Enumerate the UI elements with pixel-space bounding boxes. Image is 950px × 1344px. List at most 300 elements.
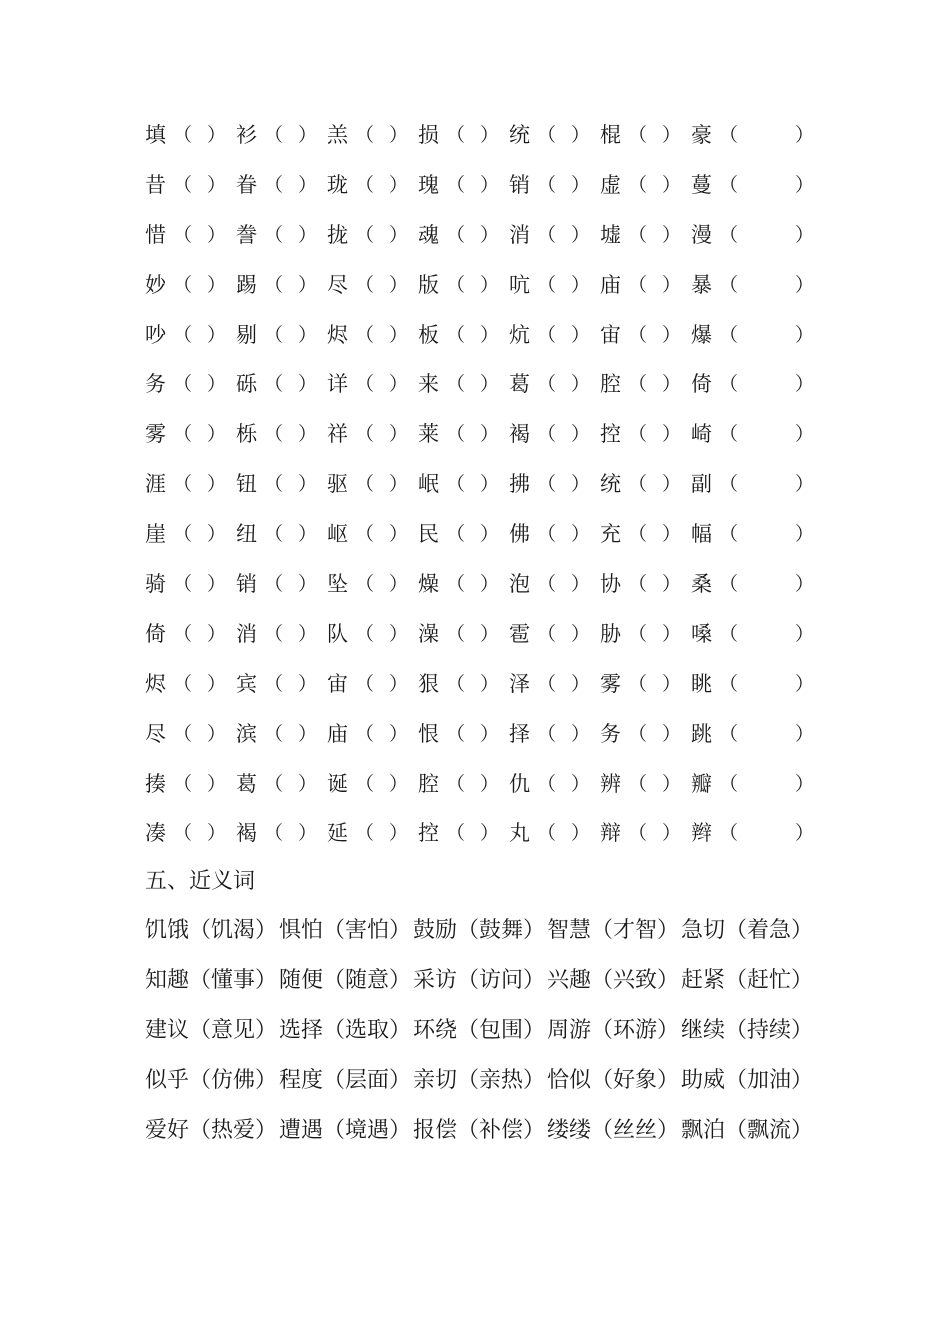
blank-open-paren: （ (264, 173, 284, 196)
blank-open-paren: （ (628, 373, 648, 396)
synonym-row (145, 1056, 825, 1106)
character: 销 (509, 172, 530, 197)
grid-row (0, 659, 950, 709)
blank-close-paren: ） (389, 423, 409, 446)
blank-close-paren: ） (480, 473, 500, 496)
blank-open-paren: （ (628, 622, 648, 645)
character: 副 (691, 472, 712, 497)
blank-close-paren: ） (571, 672, 591, 695)
blank-close-paren: ） (207, 223, 227, 246)
grid-row (0, 459, 950, 509)
blank-open-paren: （ (628, 223, 648, 246)
character: 雾 (600, 671, 621, 696)
blank-close-paren: ） (571, 722, 591, 745)
blank-close-paren: ） (207, 173, 227, 196)
blank-close-paren: ） (795, 672, 815, 695)
character: 蔓 (691, 172, 712, 197)
blank-close-paren: ） (795, 423, 815, 446)
blank-close-paren: ） (571, 772, 591, 795)
character: 墟 (600, 222, 621, 247)
synonym-pair: 亲切（亲热） (413, 1068, 546, 1093)
character: 销 (236, 572, 257, 597)
grid-row (0, 310, 950, 360)
blank-open-paren: （ (264, 523, 284, 546)
blank-open-paren: （ (719, 822, 739, 845)
blank-open-paren: （ (719, 124, 739, 146)
blank-close-paren: ） (795, 772, 815, 795)
character: 宙 (600, 322, 621, 347)
synonym-row (145, 956, 825, 1006)
blank-open-paren: （ (264, 573, 284, 596)
blank-close-paren: ） (571, 822, 591, 845)
character: 辨 (600, 771, 621, 796)
blank-close-paren: ） (662, 622, 682, 645)
blank-close-paren: ） (207, 323, 227, 346)
character: 崎 (691, 422, 712, 447)
character: 版 (418, 272, 439, 297)
blank-open-paren: （ (264, 822, 284, 845)
blank-open-paren: （ (446, 323, 466, 346)
blank-open-paren: （ (628, 173, 648, 196)
character: 填 (145, 123, 166, 147)
synonym-pair: 选择（选取） (279, 1018, 412, 1043)
character-fill-grid (0, 110, 950, 858)
blank-open-paren: （ (719, 672, 739, 695)
character: 延 (327, 821, 348, 846)
blank-close-paren: ） (480, 523, 500, 546)
blank-open-paren: （ (264, 273, 284, 296)
blank-close-paren: ） (795, 822, 815, 845)
character: 拂 (509, 472, 530, 497)
character: 岷 (418, 472, 439, 497)
blank-close-paren: ） (571, 273, 591, 296)
character: 虚 (600, 172, 621, 197)
blank-close-paren: ） (795, 273, 815, 296)
blank-open-paren: （ (446, 124, 466, 146)
character: 尽 (145, 721, 166, 746)
blank-close-paren: ） (571, 622, 591, 645)
blank-open-paren: （ (173, 523, 193, 546)
blank-open-paren: （ (355, 573, 375, 596)
character: 昔 (145, 172, 166, 197)
blank-open-paren: （ (628, 323, 648, 346)
character: 务 (600, 721, 621, 746)
blank-open-paren: （ (628, 273, 648, 296)
blank-open-paren: （ (173, 223, 193, 246)
character: 羔 (327, 123, 348, 147)
blank-close-paren: ） (795, 223, 815, 246)
blank-close-paren: ） (662, 173, 682, 196)
blank-open-paren: （ (355, 672, 375, 695)
blank-open-paren: （ (446, 473, 466, 496)
character: 褐 (509, 422, 530, 447)
synonym-pair: 智慧（才智） (547, 918, 680, 943)
blank-close-paren: ） (662, 373, 682, 396)
character: 滨 (236, 721, 257, 746)
blank-open-paren: （ (173, 822, 193, 845)
blank-close-paren: ） (571, 124, 591, 146)
character: 豪 (691, 123, 712, 147)
blank-open-paren: （ (355, 473, 375, 496)
character: 葛 (509, 372, 530, 397)
synonym-pair: 似乎（仿佛） (145, 1068, 278, 1093)
synonym-pair: 采访（访问） (413, 968, 546, 993)
blank-open-paren: （ (173, 473, 193, 496)
grid-row (0, 709, 950, 759)
blank-close-paren: ） (571, 173, 591, 196)
blank-open-paren: （ (537, 323, 557, 346)
blank-open-paren: （ (264, 323, 284, 346)
blank-close-paren: ） (389, 573, 409, 596)
blank-open-paren: （ (355, 323, 375, 346)
blank-open-paren: （ (173, 173, 193, 196)
character: 眷 (236, 172, 257, 197)
character: 庙 (327, 721, 348, 746)
blank-open-paren: （ (446, 772, 466, 795)
blank-close-paren: ） (207, 573, 227, 596)
blank-open-paren: （ (355, 772, 375, 795)
character: 驱 (327, 472, 348, 497)
blank-close-paren: ） (207, 772, 227, 795)
character: 葛 (236, 771, 257, 796)
character: 岖 (327, 522, 348, 547)
character: 砾 (236, 372, 257, 397)
blank-open-paren: （ (446, 273, 466, 296)
grid-row (0, 759, 950, 809)
blank-close-paren: ） (795, 124, 815, 146)
grid-row (0, 609, 950, 659)
blank-close-paren: ） (207, 273, 227, 296)
character: 恨 (418, 721, 439, 746)
character: 统 (509, 123, 530, 147)
character: 桑 (691, 572, 712, 597)
blank-close-paren: ） (480, 223, 500, 246)
blank-close-paren: ） (389, 323, 409, 346)
character: 瓣 (691, 771, 712, 796)
character: 魂 (418, 222, 439, 247)
character: 誊 (236, 222, 257, 247)
blank-close-paren: ） (298, 173, 318, 196)
character: 泡 (509, 572, 530, 597)
blank-open-paren: （ (537, 223, 557, 246)
synonym-pair: 缕缕（丝丝） (547, 1118, 680, 1143)
grid-row (0, 110, 950, 160)
blank-open-paren: （ (264, 722, 284, 745)
blank-open-paren: （ (537, 473, 557, 496)
blank-open-paren: （ (446, 373, 466, 396)
character: 衫 (236, 123, 257, 147)
character: 烬 (145, 671, 166, 696)
blank-open-paren: （ (446, 223, 466, 246)
blank-close-paren: ） (571, 423, 591, 446)
character: 队 (327, 621, 348, 646)
blank-open-paren: （ (173, 573, 193, 596)
blank-open-paren: （ (628, 124, 648, 146)
synonym-row (145, 906, 825, 956)
character: 丸 (509, 821, 530, 846)
blank-open-paren: （ (264, 473, 284, 496)
synonym-pair: 兴趣（兴致） (547, 968, 680, 993)
blank-open-paren: （ (537, 173, 557, 196)
blank-open-paren: （ (537, 423, 557, 446)
character: 诞 (327, 771, 348, 796)
blank-open-paren: （ (264, 622, 284, 645)
blank-close-paren: ） (795, 323, 815, 346)
blank-close-paren: ） (571, 373, 591, 396)
blank-close-paren: ） (389, 523, 409, 546)
blank-open-paren: （ (446, 622, 466, 645)
character: 妙 (145, 272, 166, 297)
blank-open-paren: （ (537, 124, 557, 146)
blank-close-paren: ） (662, 772, 682, 795)
blank-open-paren: （ (719, 722, 739, 745)
character: 腔 (418, 771, 439, 796)
blank-close-paren: ） (480, 273, 500, 296)
blank-close-paren: ） (389, 722, 409, 745)
blank-close-paren: ） (207, 722, 227, 745)
blank-open-paren: （ (173, 373, 193, 396)
blank-open-paren: （ (355, 523, 375, 546)
synonym-pair: 报偿（补偿） (413, 1118, 546, 1143)
character: 控 (418, 821, 439, 846)
synonym-row (145, 1106, 825, 1156)
character: 雾 (145, 422, 166, 447)
blank-close-paren: ） (298, 273, 318, 296)
character: 择 (509, 721, 530, 746)
blank-close-paren: ） (207, 373, 227, 396)
blank-open-paren: （ (173, 722, 193, 745)
synonym-pair: 爱好（热爱） (145, 1118, 278, 1143)
blank-close-paren: ） (207, 672, 227, 695)
synonym-pair: 赶紧（赶忙） (681, 968, 814, 993)
blank-open-paren: （ (719, 223, 739, 246)
character: 珑 (327, 172, 348, 197)
blank-close-paren: ） (389, 223, 409, 246)
blank-close-paren: ） (480, 622, 500, 645)
character: 澡 (418, 621, 439, 646)
blank-close-paren: ） (298, 622, 318, 645)
blank-close-paren: ） (480, 323, 500, 346)
blank-close-paren: ） (298, 473, 318, 496)
character: 协 (600, 572, 621, 597)
blank-open-paren: （ (537, 822, 557, 845)
synonym-list (145, 906, 825, 1156)
blank-open-paren: （ (719, 772, 739, 795)
synonym-pair: 随便（随意） (279, 968, 412, 993)
character: 瑰 (418, 172, 439, 197)
blank-close-paren: ） (389, 622, 409, 645)
blank-close-paren: ） (480, 173, 500, 196)
synonym-pair: 飘泊（飘流） (681, 1118, 814, 1143)
blank-open-paren: （ (355, 273, 375, 296)
blank-close-paren: ） (480, 672, 500, 695)
synonym-pair: 遭遇（境遇） (279, 1118, 412, 1143)
character: 莱 (418, 422, 439, 447)
character: 统 (600, 472, 621, 497)
blank-close-paren: ） (662, 822, 682, 845)
blank-open-paren: （ (537, 672, 557, 695)
character: 损 (418, 123, 439, 147)
synonym-pair: 继续（持续） (681, 1018, 814, 1043)
character: 宙 (327, 671, 348, 696)
section-heading: 五、近义词 (145, 869, 256, 894)
character: 爆 (691, 322, 712, 347)
blank-close-paren: ） (480, 822, 500, 845)
character: 倚 (691, 372, 712, 397)
blank-open-paren: （ (173, 622, 193, 645)
blank-open-paren: （ (355, 223, 375, 246)
blank-close-paren: ） (389, 672, 409, 695)
blank-close-paren: ） (298, 373, 318, 396)
character: 庙 (600, 272, 621, 297)
character: 充 (600, 522, 621, 547)
synonym-pair: 饥饿（饥渴） (145, 918, 278, 943)
blank-close-paren: ） (662, 423, 682, 446)
character: 民 (418, 522, 439, 547)
blank-open-paren: （ (173, 323, 193, 346)
character: 消 (236, 621, 257, 646)
blank-close-paren: ） (662, 722, 682, 745)
character: 坠 (327, 572, 348, 597)
character: 涯 (145, 472, 166, 497)
character: 控 (600, 422, 621, 447)
character: 剔 (236, 322, 257, 347)
character: 凑 (145, 821, 166, 846)
blank-open-paren: （ (719, 273, 739, 296)
grid-row (0, 409, 950, 459)
blank-close-paren: ） (795, 523, 815, 546)
blank-close-paren: ） (389, 173, 409, 196)
blank-close-paren: ） (298, 672, 318, 695)
blank-open-paren: （ (446, 423, 466, 446)
blank-close-paren: ） (298, 223, 318, 246)
blank-open-paren: （ (719, 523, 739, 546)
blank-close-paren: ） (795, 622, 815, 645)
character: 拢 (327, 222, 348, 247)
blank-close-paren: ） (298, 323, 318, 346)
blank-open-paren: （ (628, 772, 648, 795)
character: 宾 (236, 671, 257, 696)
character: 踢 (236, 272, 257, 297)
blank-close-paren: ） (480, 124, 500, 146)
blank-close-paren: ） (662, 672, 682, 695)
blank-close-paren: ） (389, 473, 409, 496)
grid-row (0, 559, 950, 609)
blank-close-paren: ） (795, 473, 815, 496)
blank-open-paren: （ (537, 373, 557, 396)
blank-close-paren: ） (389, 822, 409, 845)
synonym-pair: 周游（环游） (547, 1018, 680, 1043)
character: 骑 (145, 572, 166, 597)
blank-close-paren: ） (207, 124, 227, 146)
blank-close-paren: ） (298, 822, 318, 845)
character: 倚 (145, 621, 166, 646)
blank-close-paren: ） (480, 423, 500, 446)
blank-close-paren: ） (571, 223, 591, 246)
blank-close-paren: ） (389, 772, 409, 795)
blank-open-paren: （ (264, 373, 284, 396)
synonym-pair: 惧怕（害怕） (279, 918, 412, 943)
character: 漫 (691, 222, 712, 247)
blank-close-paren: ） (298, 722, 318, 745)
grid-row (0, 808, 950, 858)
blank-open-paren: （ (628, 722, 648, 745)
blank-open-paren: （ (719, 622, 739, 645)
blank-open-paren: （ (537, 622, 557, 645)
character: 烬 (327, 322, 348, 347)
character: 惜 (145, 222, 166, 247)
character: 辫 (691, 821, 712, 846)
character: 褐 (236, 821, 257, 846)
blank-close-paren: ） (298, 772, 318, 795)
blank-open-paren: （ (173, 672, 193, 695)
blank-open-paren: （ (628, 523, 648, 546)
blank-open-paren: （ (628, 473, 648, 496)
blank-open-paren: （ (537, 523, 557, 546)
blank-open-paren: （ (446, 523, 466, 546)
blank-open-paren: （ (264, 423, 284, 446)
blank-close-paren: ） (207, 822, 227, 845)
blank-open-paren: （ (173, 273, 193, 296)
blank-open-paren: （ (446, 822, 466, 845)
blank-open-paren: （ (446, 173, 466, 196)
blank-close-paren: ） (571, 473, 591, 496)
character: 跳 (691, 721, 712, 746)
character: 尽 (327, 272, 348, 297)
blank-close-paren: ） (571, 323, 591, 346)
blank-open-paren: （ (355, 373, 375, 396)
grid-row (0, 260, 950, 310)
blank-open-paren: （ (264, 124, 284, 146)
blank-close-paren: ） (389, 124, 409, 146)
blank-close-paren: ） (795, 373, 815, 396)
character: 板 (418, 322, 439, 347)
blank-close-paren: ） (662, 273, 682, 296)
synonym-pair: 建议（意见） (145, 1018, 278, 1043)
character: 腔 (600, 372, 621, 397)
blank-close-paren: ） (795, 173, 815, 196)
grid-row (0, 509, 950, 559)
synonym-pair: 鼓励（鼓舞） (413, 918, 546, 943)
blank-open-paren: （ (537, 772, 557, 795)
blank-open-paren: （ (628, 672, 648, 695)
synonym-pair: 助威（加油） (681, 1068, 814, 1093)
blank-open-paren: （ (628, 573, 648, 596)
character: 嗓 (691, 621, 712, 646)
blank-close-paren: ） (298, 573, 318, 596)
synonym-pair: 环绕（包围） (413, 1018, 546, 1043)
synonym-pair: 程度（层面） (279, 1068, 412, 1093)
character: 钮 (236, 472, 257, 497)
character: 炕 (509, 322, 530, 347)
blank-open-paren: （ (628, 822, 648, 845)
grid-row (0, 359, 950, 409)
blank-open-paren: （ (355, 722, 375, 745)
blank-open-paren: （ (264, 772, 284, 795)
blank-close-paren: ） (298, 523, 318, 546)
blank-open-paren: （ (719, 373, 739, 396)
blank-close-paren: ） (389, 373, 409, 396)
synonym-pair: 知趣（懂事） (145, 968, 278, 993)
blank-open-paren: （ (537, 573, 557, 596)
character: 消 (509, 222, 530, 247)
character: 吵 (145, 322, 166, 347)
blank-close-paren: ） (298, 423, 318, 446)
blank-close-paren: ） (571, 523, 591, 546)
blank-close-paren: ） (795, 722, 815, 745)
character: 栎 (236, 422, 257, 447)
character: 雹 (509, 621, 530, 646)
